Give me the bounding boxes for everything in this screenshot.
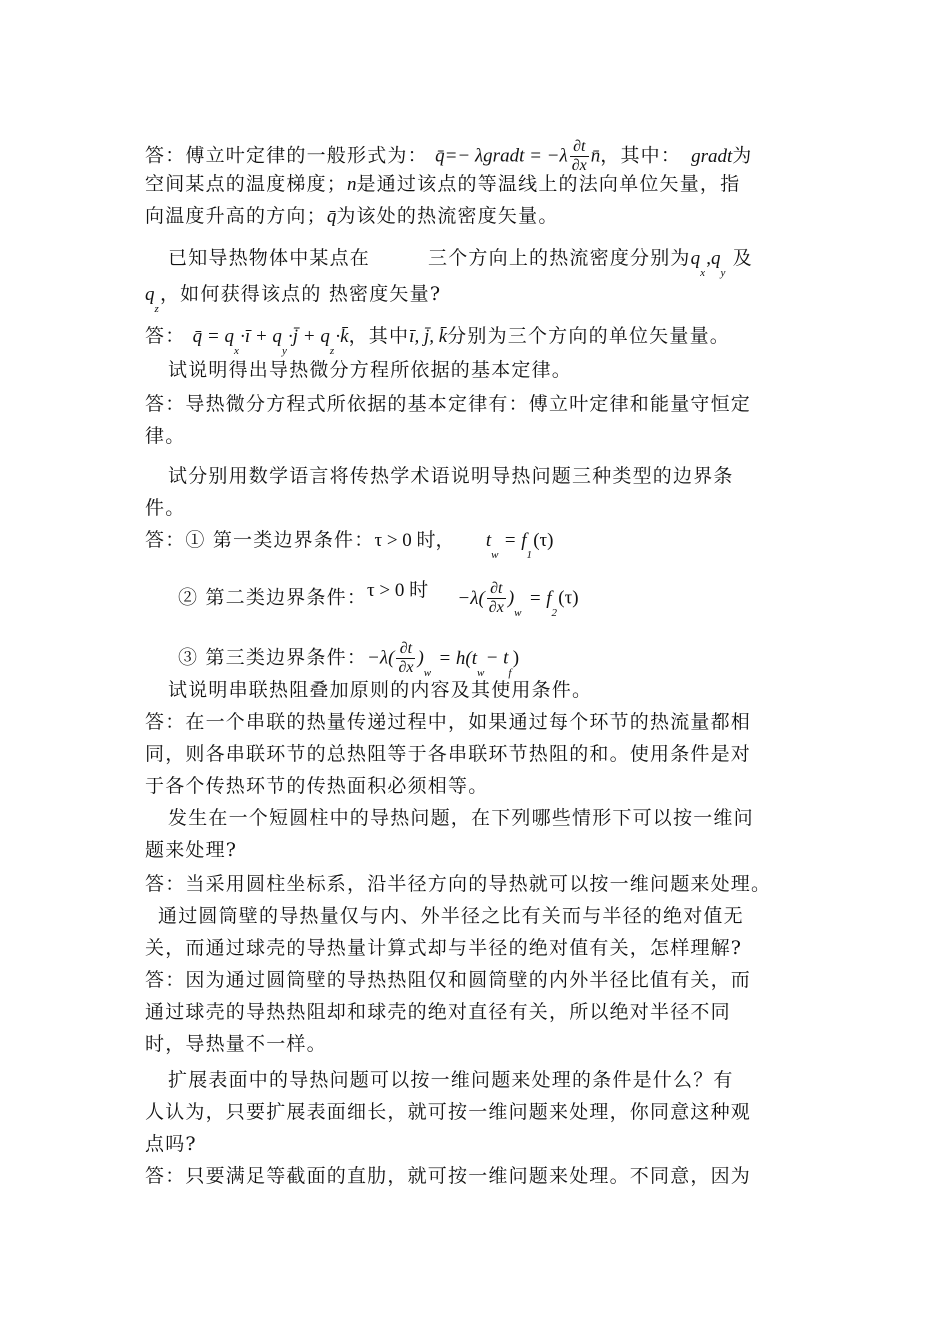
text: 及 <box>732 247 753 269</box>
math: (τ) <box>558 587 579 609</box>
subscript: z <box>154 303 160 315</box>
fraction-denominator: ∂x <box>488 599 504 616</box>
question-boundary-line1: 试分别用数学语言将传热学术语说明导热问题三种类型的边界条 <box>168 465 734 487</box>
text: ，其中 <box>348 325 410 347</box>
unit-vectors: ī, j̄, k̄ <box>409 326 448 347</box>
question-heat-flux-line2 <box>145 282 813 315</box>
subscript: w <box>477 666 486 679</box>
question-cylinder-line1: 发生在一个短圆柱中的导热问题，在下列哪些情形下可以按一维问 <box>168 807 754 829</box>
answer-shell-line2: 通过球壳的导热热阻却和球壳的绝对直径有关，所以绝对半径不同 <box>145 1001 731 1023</box>
gradt-term: gradt <box>691 145 733 167</box>
partial-fraction <box>396 640 415 677</box>
qz-symbol: q <box>145 284 155 305</box>
q-vector: q̄ <box>326 206 337 227</box>
condition: τ > 0 时， <box>374 530 455 551</box>
answer-boundary-third <box>178 640 846 677</box>
question-series-resistance: 试说明串联热阻叠加原则的内容及其使用条件。 <box>168 679 593 701</box>
math: t <box>485 530 492 551</box>
fraction-numerator: ∂t <box>396 640 415 659</box>
answer-differential-line2: 律。 <box>145 425 186 447</box>
subscript: z <box>329 345 336 357</box>
question-shell-line1: 通过圆筒壁的导热量仅与内、外半径之比有关而与半径的绝对值无 <box>158 905 744 927</box>
question-fin-line2: 人认为，只要扩展表面细长，就可按一维问题来处理，你同意这种观 <box>145 1101 752 1123</box>
question-fin-line3: 点吗? <box>145 1133 197 1155</box>
answer-fourier-line1 <box>145 138 813 175</box>
text: 是通过该点的等温线上的法向单位矢量，指 <box>356 173 741 195</box>
partial-fraction <box>570 138 589 175</box>
text: ，其中： <box>600 144 682 167</box>
text: 分别为三个方向的单位矢量量。 <box>447 325 730 347</box>
partial-fraction <box>487 580 506 617</box>
subscript: x <box>700 267 707 279</box>
subscript: w <box>491 549 500 561</box>
math: − t <box>485 647 509 669</box>
answer-shell-line3: 时，导热量不一样。 <box>145 1033 327 1055</box>
math: −λ( <box>457 587 485 609</box>
fraction-denominator: ∂x <box>571 157 587 174</box>
subscript: w <box>514 606 523 619</box>
fraction-numerator: ∂t <box>570 138 589 157</box>
text: 已知导热物体中某点在 <box>168 247 371 269</box>
math: (τ) <box>533 530 554 551</box>
answer-label: 答： <box>145 144 186 167</box>
question-cylinder-line2: 题来处理? <box>145 839 238 861</box>
answer-differential-line1: 答：导热微分方程式所依据的基本定律有：傅立叶定律和能量守恒定 <box>145 393 752 415</box>
answer-heat-flux <box>145 324 813 357</box>
flux-formula: q̄ = q <box>192 326 234 347</box>
text: 空间某点的温度梯度； <box>145 173 348 195</box>
text: , <box>706 248 711 269</box>
fraction-numerator: ∂t <box>487 580 506 599</box>
answer-fourier-line3 <box>145 204 813 229</box>
text: ，如何获得该点的 热密度矢量? <box>159 283 442 305</box>
text: 为该处的热流密度矢量。 <box>336 205 559 227</box>
flux-formula: ·j̄ + q <box>288 326 330 347</box>
subscript: 2 <box>551 606 559 619</box>
math: ) <box>507 587 515 609</box>
math: ) <box>512 647 520 669</box>
qy-symbol: q <box>710 248 721 269</box>
subscript: y <box>281 345 289 357</box>
fourier-formula: q̄=− λgradt = −λ <box>435 145 568 167</box>
flux-formula: ·k̄ <box>335 326 349 347</box>
text: 三个方向上的热流密度分别为 <box>428 247 691 269</box>
qx-symbol: q <box>690 248 701 269</box>
subscript: w <box>423 666 433 679</box>
question-shell-line2: 关，而通过球壳的导热量计算式却与半径的绝对值有关，怎样理解? <box>145 937 743 959</box>
text: ③ 第三类边界条件： <box>178 646 368 669</box>
subscript: y <box>720 267 727 279</box>
subscript: x <box>233 345 241 357</box>
answer-shell-line1: 答：因为通过圆筒壁的导热热阻仅和圆筒壁的内外半径比值有关，而 <box>145 969 752 991</box>
text: 傅立叶定律的一般形式为： <box>185 144 428 167</box>
answer-series-line2: 同，则各串联环节的总热阻等于各串联环节热阻的和。使用条件是对 <box>145 743 752 765</box>
answer-cylinder: 答：当采用圆柱坐标系，沿半径方向的导热就可以按一维问题来处理。 <box>145 873 772 895</box>
condition: τ > 0 时 <box>367 579 429 601</box>
answer-series-line1: 答：在一个串联的热量传递过程中，如果通过每个环节的热流量都相 <box>145 711 752 733</box>
math: = h(t <box>438 647 478 669</box>
fraction-denominator: ∂x <box>398 659 414 676</box>
subscript: 1 <box>526 549 534 561</box>
answer-fourier-line2 <box>145 172 813 197</box>
math: −λ( <box>367 647 395 669</box>
question-heat-flux-line1 <box>168 246 836 279</box>
math: = f <box>528 587 552 609</box>
math: = f <box>503 530 527 551</box>
question-fin-line1: 扩展表面中的导热问题可以按一维问题来处理的条件是什么？有 <box>168 1069 734 1091</box>
answer-fin-line1: 答：只要满足等截面的直肋，就可按一维问题来处理。不同意，因为 <box>145 1165 752 1187</box>
question-boundary-line2: 件。 <box>145 497 186 519</box>
answer-boundary-first <box>145 528 813 561</box>
math: ) <box>417 647 424 669</box>
answer-label: 答： <box>145 325 186 347</box>
answer-boundary-second <box>178 580 846 617</box>
text: ② 第二类边界条件： <box>178 586 368 609</box>
answer-series-line3: 于各个传热环节的传热面积必须相等。 <box>145 775 489 797</box>
subscript: f <box>508 666 513 679</box>
n-symbol: n <box>347 174 357 195</box>
text: 为 <box>732 144 753 167</box>
question-differential-equation: 试说明得出导热微分方程所依据的基本定律。 <box>168 359 573 381</box>
text: 向温度升高的方向； <box>145 205 327 227</box>
n-vector: n̄ <box>590 145 601 167</box>
flux-formula: ·ī + q <box>240 326 282 347</box>
text: 答：① 第一类边界条件： <box>145 529 375 551</box>
